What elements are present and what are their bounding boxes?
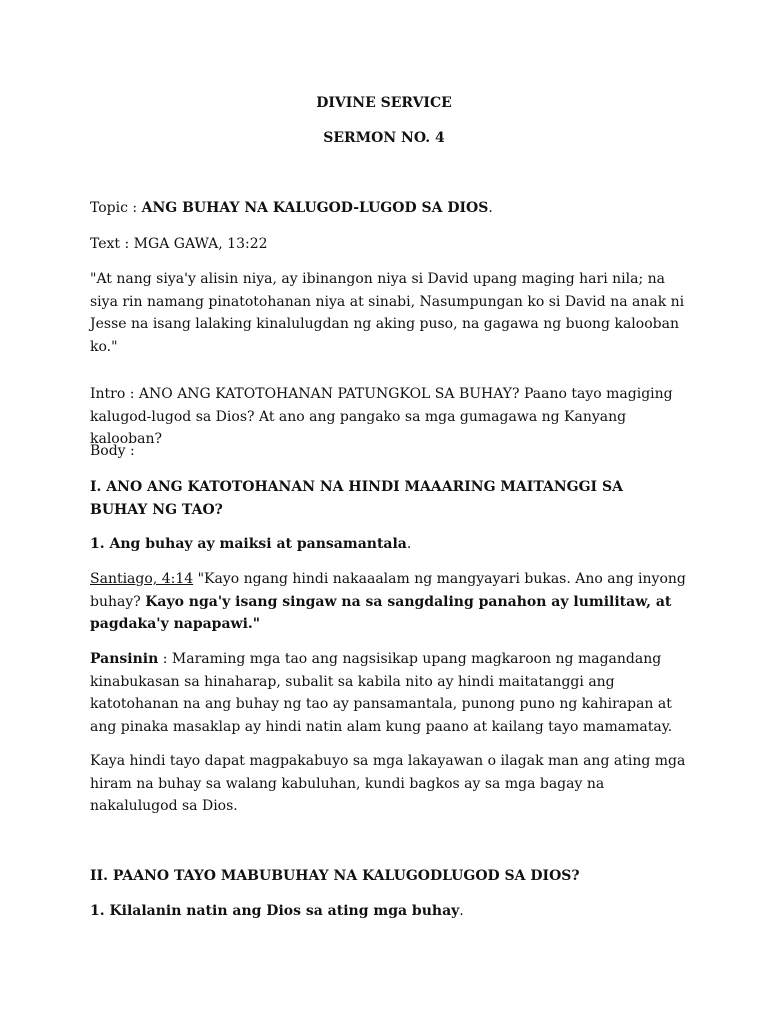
intro-paragraph: Intro : ANO ANG KATOTOHANAN PATUNGKOL SA BUHAY? Paano tayo magiging kalugod-lugod sa Dios? At ano ang pangako sa mga gumagawa ng Kanyang kalooban? xyxy=(90,386,673,447)
section-1-heading: I. ANO ANG KATOTOHANAN NA HINDI MAAARING MAITANGGI SA BUHAY NG TAO? xyxy=(90,479,623,518)
topic-period: . xyxy=(488,200,493,216)
topic-label: Topic : xyxy=(90,200,142,216)
conclusion-paragraph: Kaya hindi tayo dapat magpakabuyo sa mga lakayawan o ilagak man ang ating mga hiram na buhay sa walang kabuluhan, kundi bagkos ay sa mga bagay na nakalulugod sa Dios. xyxy=(90,753,686,814)
scripture-reference: Santiago, 4:14 xyxy=(90,571,194,587)
verse-quote: "At nang siya'y alisin niya, ay ibinangon niya si David upang maging hari nila; na siya rin namang pinatotohanan niya at sinabi, Nasumpungan ko si David na anak ni Jesse na isang lalaking kinalulugdan ng aking puso, na gagawa ng buong kalooban ko." xyxy=(90,271,685,355)
text-reference: Text : MGA GAWA, 13:22 xyxy=(90,236,268,252)
sermon-number: SERMON NO. 4 xyxy=(323,130,445,146)
section-1-point-1 xyxy=(90,533,690,556)
topic-line xyxy=(90,197,690,220)
scripture-paragraph xyxy=(90,568,690,636)
note-paragraph xyxy=(90,648,690,738)
section-2-heading: II. PAANO TAYO MABUBUHAY NA KALUGODLUGOD SA DIOS? xyxy=(90,868,580,884)
scripture-quote: "Kayo ngang hindi nakaaalam ng mangyayari bukas. Ano ang inyong buhay? xyxy=(90,571,686,610)
section-2-point-1-text: 1. Kilalanin natin ang Dios sa ating mga buhay xyxy=(90,903,460,919)
page-title: DIVINE SERVICE xyxy=(316,95,452,111)
point-1-period: . xyxy=(406,536,412,552)
scripture-quote-end: ." xyxy=(247,616,261,632)
scripture-quote-bold: Kayo nga'y isang singaw na sa sangdaling panahon ay lumilitaw, at pagdaka'y napapawi xyxy=(90,593,672,632)
point-1-text: 1. Ang buhay ay maiksi at pansamantala xyxy=(90,536,407,552)
body-label: Body : xyxy=(90,443,135,459)
topic-value: ANG BUHAY NA KALUGOD-LUGOD SA DIOS xyxy=(141,200,489,216)
note-label: Pansinin xyxy=(90,651,159,667)
section-2-point-1 xyxy=(90,900,690,923)
section-2-point-1-period: . xyxy=(459,903,464,919)
note-text: : Maraming mga tao ang nagsisikap upang magkaroon ng magandang kinabukasan sa hinaharap, subalit sa kabila nito ay hindi maitatanggi ang katotohanan na ang buhay ng tao ay pansamantala, punong puno ng kahirapan at ang pinaka masaklap ay hindi natin alam kung paano at kailang tayo mamamatay. xyxy=(90,651,673,735)
